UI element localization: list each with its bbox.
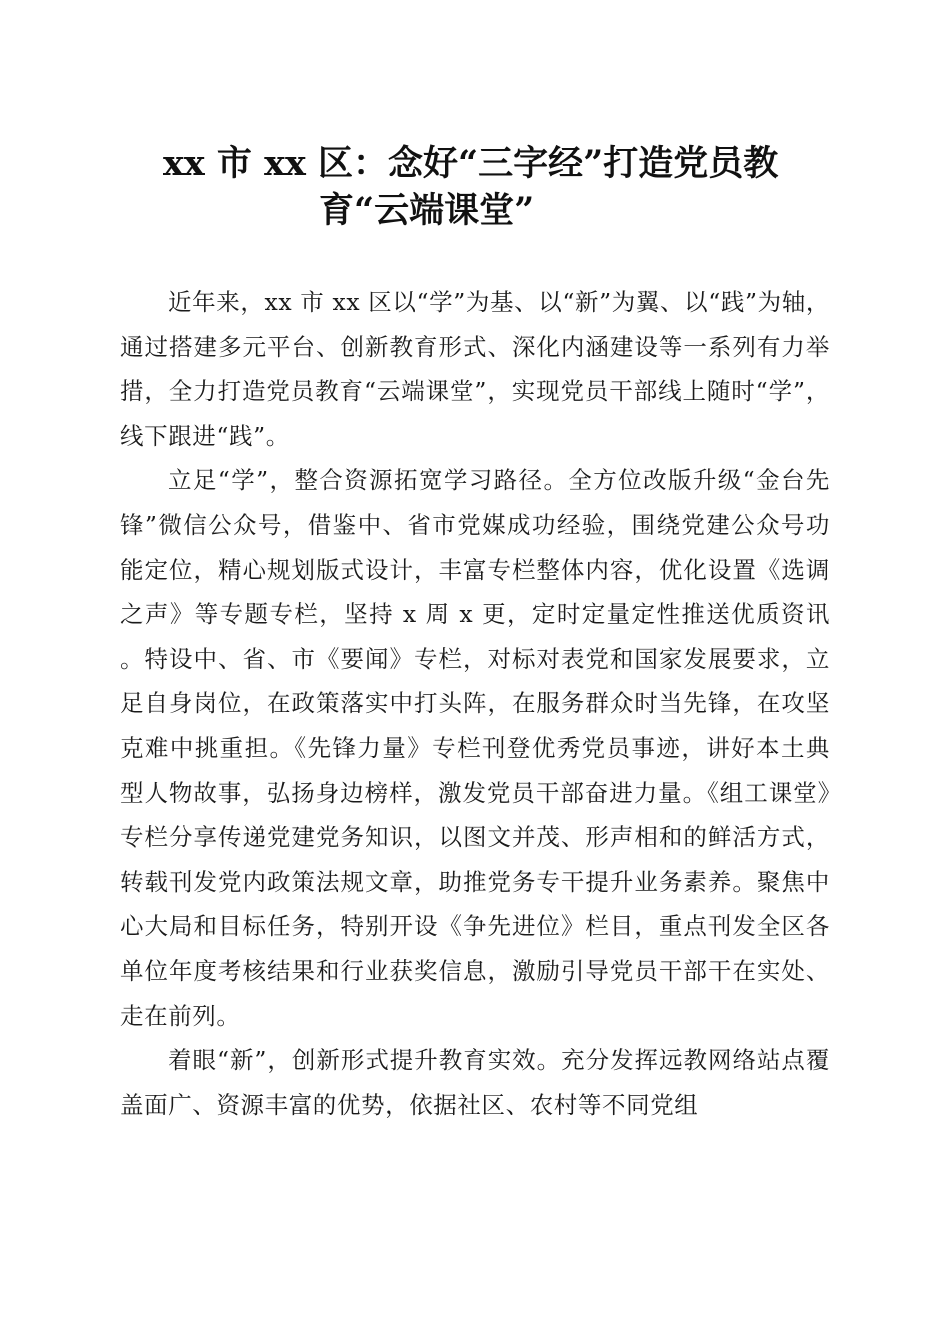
document-title	[120, 140, 830, 234]
paragraph-intro: 近年来，xx 市 xx 区以“学”为基、以“新”为翼、以“践”为轴，通过搭建多元平台、创新教育形式、深化内涵建设等一系列有力举措，全力打造党员教育“云端课堂”，实现党员干部线上随时“学”，线下跟进“践”。	[120, 288, 830, 450]
document-body	[120, 280, 830, 1127]
title-line-2: 育“云端课堂”	[319, 190, 535, 231]
paragraph-learn: 立足“学”，整合资源拓宽学习路径。全方位改版升级“金台先锋”微信公众号，借鉴中、省市党媒成功经验，围绕党建公众号功能定位，精心规划版式设计，丰富专栏整体内容，优化设置《选调之声》等专题专栏，坚持 x 周 x 更，定时定量定性推送优质资讯。特设中、省、市《要闻》专栏，对标对表党和国家发展要求，立足自身岗位，在政策落实中打头阵，在服务群众时当先锋，在攻坚克难中挑重担。《先锋力量》专栏刊登优秀党员事迹，讲好本土典型人物故事，弘扬身边榜样，激发党员干部奋进力量。《组工课堂》专栏分享传递党建党务知识，以图文并茂、形声相和的鲜活方式，转载刊发党内政策法规文章，助推党务专干提升业务素养。聚焦中心大局和目标任务，特别开设《争先进位》栏目，重点刊发全区各单位年度考核结果和行业获奖信息，激励引导党员干部干在实处、走在前列。	[120, 466, 830, 1030]
paragraph-innovate: 着眼“新”，创新形式提升教育实效。充分发挥远教网络站点覆盖面广、资源丰富的优势，依据社区、农村等不同党组	[120, 1046, 830, 1119]
title-line-1: xx 市 xx 区：念好“三字经”打造党员教	[163, 143, 779, 184]
